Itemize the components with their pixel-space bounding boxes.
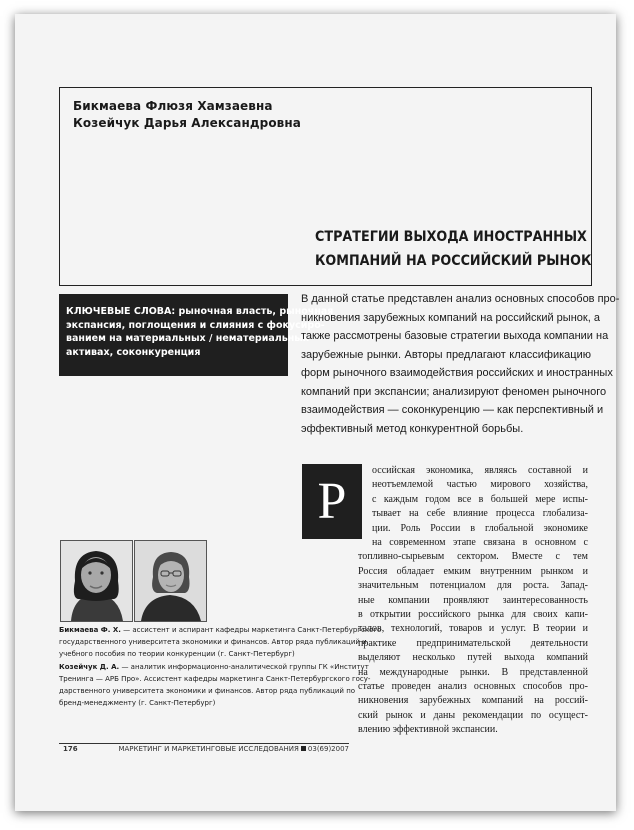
bio-name-1: Бикмаева Ф. Х.	[59, 626, 121, 634]
body-line: топливно-сырьевым сектором. Вместе с тем	[358, 551, 588, 563]
keywords-box	[59, 294, 334, 376]
page-number: 176	[63, 745, 78, 753]
header-box	[59, 87, 592, 286]
body-line: оссийская экономика, являясь составной и	[372, 465, 588, 476]
body-line: практике предпринимательской деятельности	[358, 637, 588, 649]
bio-line: бренд-менеджменту (г. Санкт-Петербург)	[59, 699, 216, 708]
author-name-1: Бикмаева Флюзя Хамзаевна	[73, 99, 273, 113]
bio-name-2: Козейчук Д. А.	[59, 662, 120, 671]
body-line: никновения зарубежных компаний на россий-	[358, 695, 588, 707]
body-line: неотъемлемой частью мирового хозяйства,	[372, 479, 588, 491]
abstract-line: В данной статье представлен анализ основных способов про-	[301, 293, 620, 305]
bio-line: учебного пособия по теории конкуренции (г. Санкт-Петербург)	[59, 650, 295, 659]
journal-name: МАРКЕТИНГ И МАРКЕТИНГОВЫЕ ИССЛЕДОВАНИЯ	[118, 745, 299, 753]
body-line: тывает на себе влияние процесса глобализа-	[372, 508, 588, 520]
body-line: на современном этапе связана в основном с	[372, 537, 588, 549]
journal-issue: 03(69)2007	[307, 745, 349, 753]
abstract-line: зарубежные рынки. Авторы предлагают классификацию	[301, 348, 591, 361]
bio-line: дарственного университета экономики и финансов. Автор ряда публикаций по	[59, 687, 356, 696]
body-line: в открытии российского рынка для своих капи-	[358, 609, 588, 621]
keywords-line: ванием на материальных / нематериальных	[66, 333, 310, 344]
abstract-line: никновения зарубежных компаний на российский рынок, а	[301, 311, 600, 324]
article-title	[315, 225, 592, 273]
body-line: Россия обладает емким внутренним рынком и	[358, 565, 588, 577]
bio-line: Тренинга — АРБ Про». Ассистент кафедры маркетинга Санкт-Петербургского госу-	[59, 674, 371, 683]
author-photo-2	[134, 540, 207, 622]
body-line: с каждым годом все в большей мере испы-	[372, 493, 588, 505]
bio-line	[59, 624, 382, 636]
body-line: талов, технологий, товаров и услуг. В теории и	[358, 623, 588, 635]
abstract-line: также рассмотрены базовые стратегии выхода компании на	[301, 330, 609, 342]
body-line: значительным потенциалом для роста. Запад-	[358, 580, 588, 592]
title-line: КОМПАНИЙ НА РОССИЙСКИЙ РЫНОК	[315, 253, 592, 269]
body-line: влению эффективной экспансии.	[358, 724, 498, 736]
body-line: ции. Роль России в глобальной экономике	[372, 522, 588, 534]
article-page	[15, 14, 620, 811]
keywords-line: экспансия, поглощения и слияния с фокусиро-	[66, 319, 325, 331]
body-line: ные компании проявляют заинтересованность	[358, 594, 588, 606]
abstract-line: эффективный метод конкурентной борьбы.	[301, 422, 524, 435]
body-text	[358, 550, 588, 737]
body-line: статье проведен анализ основных способов про-	[358, 681, 588, 693]
drop-cap: Р	[302, 464, 362, 539]
author-name-2: Козейчук Дарья Александровна	[73, 116, 301, 130]
bio-text: — аналитик информационно-аналитической группы ГК «Институт	[119, 662, 369, 671]
abstract-line: компаний при экспансии; анализируют феномен рыночного	[301, 385, 607, 398]
square-bullet-icon	[301, 746, 306, 751]
body-text-indented	[372, 464, 588, 550]
keywords-line: КЛЮЧЕВЫЕ СЛОВА: рыночная власть, рыночная	[66, 306, 334, 317]
journal-info	[118, 745, 349, 753]
abstract-line: взаимодействия — соконкуренцию — как перспективный и	[301, 404, 604, 416]
bio-text: — ассистент и аспирант кафедры маркетинга Санкт-Петербургского	[120, 626, 382, 634]
body-line: ский рынок и даны рекомендации по осущест-	[358, 709, 588, 721]
abstract	[301, 290, 620, 438]
footer-rule	[59, 743, 349, 744]
bio-line: государственного университета экономики и финансов. Автор ряда публикаций и	[59, 638, 367, 647]
abstract-line: форм рыночного взаимодействия российских и иностранных	[301, 367, 613, 379]
body-line: на международные рынки. В представленной	[358, 666, 588, 678]
body-line: выделяют несколько путей выхода компаний	[358, 652, 588, 664]
bio-line	[59, 661, 369, 673]
keywords-line: активах, соконкуренция	[66, 346, 201, 358]
author-bios	[59, 624, 382, 709]
author-photo-1	[60, 540, 133, 622]
title-line: СТРАТЕГИИ ВЫХОДА ИНОСТРАННЫХ	[315, 229, 587, 245]
